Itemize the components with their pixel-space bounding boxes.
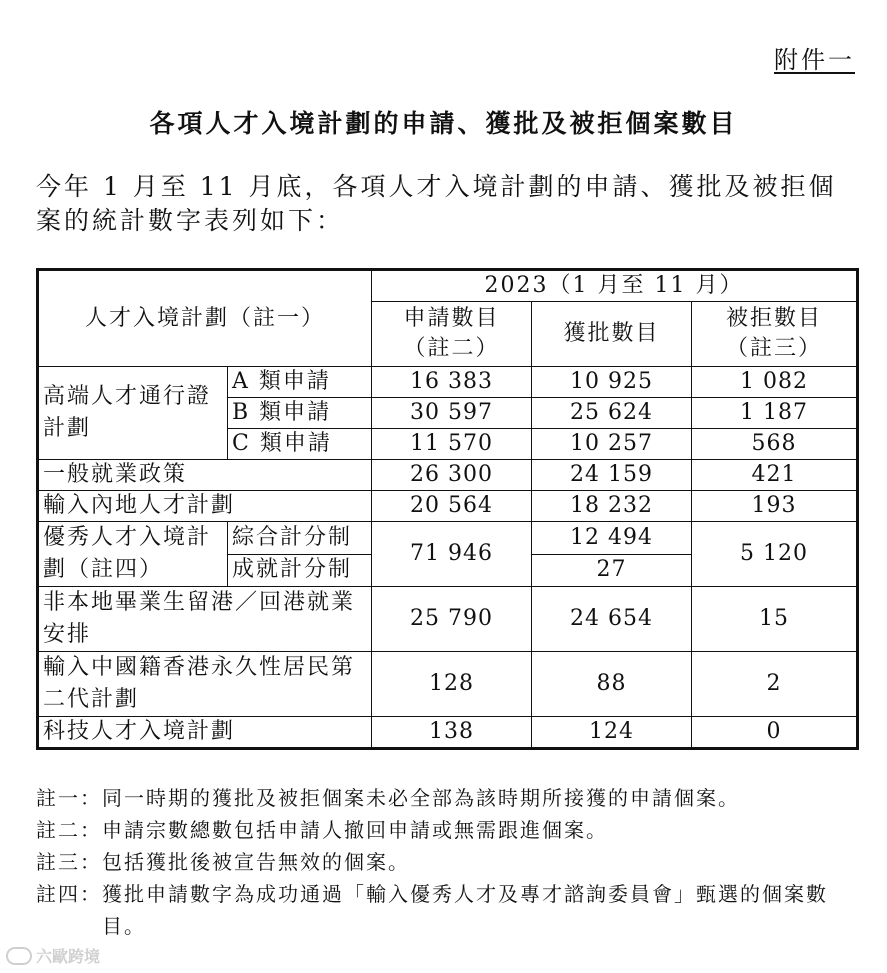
page-title: 各項人才入境計劃的申請、獲批及被拒個案數目: [149, 109, 738, 138]
approved-cell: 12 494: [532, 522, 692, 555]
table-row: [38, 460, 858, 491]
note-3: [36, 846, 866, 878]
scheme-name-ttps: 高端人才通行證計劃: [38, 367, 228, 460]
refused-cell: 15: [692, 587, 858, 652]
notes-section: [36, 782, 866, 942]
approved-cell: 10 257: [532, 429, 692, 460]
applications-cell: 71 946: [372, 522, 532, 587]
approved-cell: 27: [532, 554, 692, 587]
note-2: [36, 814, 866, 846]
refused-cell: 0: [692, 717, 858, 749]
scheme-name-gep: 一般就業政策: [38, 460, 372, 491]
note-text: 獲批申請數字為成功通過「輸入優秀人才及專才諮詢委員會」甄選的個案數目。: [102, 882, 828, 938]
refused-cell: 1 082: [692, 367, 858, 398]
header-applications: [372, 302, 532, 367]
header-applications-note: （註二）: [403, 336, 500, 361]
applications-cell: 138: [372, 717, 532, 749]
note-text: 同一時期的獲批及被拒個案未必全部為該時期所接獲的申請個案。: [102, 786, 740, 810]
watermark: [6, 944, 100, 967]
header-scheme: 人才入境計劃（註一）: [38, 270, 372, 367]
note-label: 註三：: [36, 850, 102, 874]
approved-cell: 24 159: [532, 460, 692, 491]
scheme-name-second-gen: 輸入中國籍香港永久性居民第二代計劃: [38, 652, 372, 717]
refused-cell: 2: [692, 652, 858, 717]
approved-cell: 25 624: [532, 398, 692, 429]
applications-cell: 11 570: [372, 429, 532, 460]
header-refused-note: （註三）: [726, 336, 823, 361]
note-text: 包括獲批後被宣告無效的個案。: [102, 850, 410, 874]
table-row: [38, 587, 858, 652]
note-label: 註一：: [36, 786, 102, 810]
watermark-text: 六歐跨境: [36, 947, 101, 966]
scheme-name-irgs: 非本地畢業生留港／回港就業安排: [38, 587, 372, 652]
applications-cell: 20 564: [372, 491, 532, 522]
scheme-name-qmas: 優秀人才入境計劃（註四）: [38, 522, 228, 587]
header-applications-label: 申請數目: [403, 306, 500, 331]
table-row: [38, 717, 858, 749]
refused-cell: 5 120: [692, 522, 858, 587]
watermark-logo-icon: [6, 947, 32, 965]
statistics-table: [36, 268, 859, 750]
approved-cell: 10 925: [532, 367, 692, 398]
annex-label: 附件一: [774, 46, 855, 74]
approved-cell: 18 232: [532, 491, 692, 522]
applications-cell: 26 300: [372, 460, 532, 491]
table-row: [38, 367, 858, 398]
header-period: 2023（1 月至 11 月）: [372, 270, 858, 302]
refused-cell: 568: [692, 429, 858, 460]
header-row-period: [38, 270, 858, 302]
category-cell: B 類申請: [228, 398, 372, 429]
note-text: 申請宗數總數包括申請人撤回申請或無需跟進個案。: [102, 818, 608, 842]
category-cell: C 類申請: [228, 429, 372, 460]
table-row: [38, 522, 858, 555]
note-label: 註二：: [36, 818, 102, 842]
scheme-name-techtas: 科技人才入境計劃: [38, 717, 372, 749]
applications-cell: 25 790: [372, 587, 532, 652]
category-cell: 成就計分制: [228, 554, 372, 587]
refused-cell: 193: [692, 491, 858, 522]
approved-cell: 124: [532, 717, 692, 749]
applications-cell: 128: [372, 652, 532, 717]
table-row: [38, 652, 858, 717]
header-refused-label: 被拒數目: [726, 306, 823, 331]
header-refused: [692, 302, 858, 367]
approved-cell: 24 654: [532, 587, 692, 652]
table-row: [38, 491, 858, 522]
category-cell: 綜合計分制: [228, 522, 372, 555]
header-approved: 獲批數目: [532, 302, 692, 367]
approved-cell: 88: [532, 652, 692, 717]
applications-cell: 30 597: [372, 398, 532, 429]
refused-cell: 1 187: [692, 398, 858, 429]
note-label: 註四：: [36, 882, 102, 906]
scheme-name-asmtp: 輸入內地人才計劃: [38, 491, 372, 522]
applications-cell: 16 383: [372, 367, 532, 398]
intro-paragraph: 今年 1 月至 11 月底，各項人才入境計劃的申請、獲批及被拒個案的統計數字表列如下：: [36, 172, 837, 235]
note-4: [36, 878, 866, 942]
note-1: [36, 782, 866, 814]
category-cell: A 類申請: [228, 367, 372, 398]
refused-cell: 421: [692, 460, 858, 491]
